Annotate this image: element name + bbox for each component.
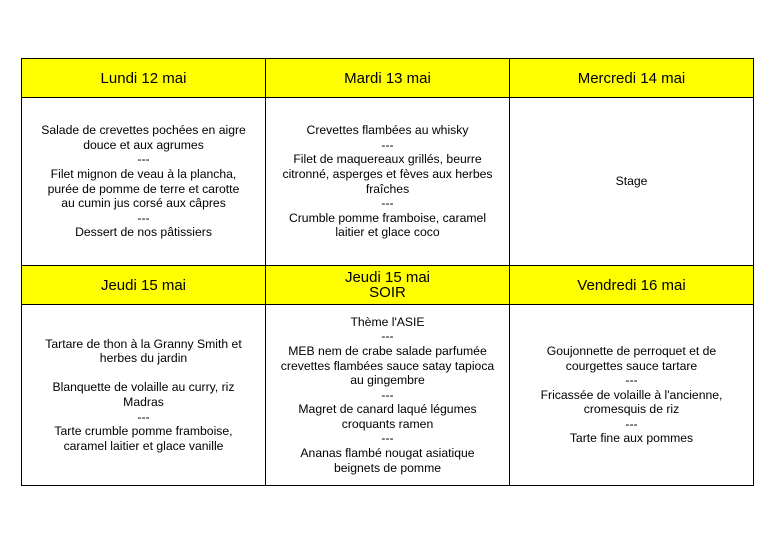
menu-line: beignets de pomme — [333, 460, 442, 475]
menu-line: au cumin jus corsé aux câpres — [61, 196, 226, 211]
menu-row-1 — [22, 98, 754, 266]
menu-line: Ananas flambé nougat asiatique — [300, 446, 475, 461]
menu-line: Goujonnette de perroquet et de — [546, 343, 717, 358]
menu-line: Jeudi 15 mai — [344, 269, 431, 286]
menu-line: laitier et glace coco — [335, 225, 440, 240]
menu-line: --- — [381, 431, 394, 446]
menu-line: courgettes sauce tartare — [565, 358, 698, 373]
weekly-menu-table — [21, 58, 754, 486]
day-header-label: Mercredi 14 mai — [577, 69, 686, 87]
menu-cell-lundi — [22, 98, 266, 266]
day-header-mardi — [266, 59, 510, 98]
blank-line — [28, 366, 259, 381]
menu-line: Salade de crevettes pochées en aigre — [41, 123, 246, 138]
menu-line: --- — [137, 152, 150, 167]
header-row-2 — [22, 266, 754, 305]
menu-line: Blanquette de volaille au curry, riz — [52, 380, 235, 395]
menu-line: douce et aux agrumes — [83, 137, 204, 152]
header-row-1 — [22, 59, 754, 98]
menu-line: cromesquis de riz — [583, 402, 680, 417]
menu-line: --- — [381, 137, 394, 152]
menu-line: Filet de maquereaux grillés, beurre — [293, 152, 482, 167]
day-header-jeudi-soir — [266, 266, 510, 305]
menu-cell-mercredi — [510, 98, 754, 266]
menu-line: Crumble pomme framboise, caramel — [288, 210, 487, 225]
menu-line: herbes du jardin — [99, 351, 188, 366]
menu-line: Madras — [123, 395, 164, 409]
menu-line: --- — [381, 387, 394, 402]
menu-line: Tartare de thon à la Granny Smith et — [45, 336, 242, 351]
menu-line: Jeudi 15 mai — [100, 276, 187, 294]
menu-line: --- — [381, 196, 394, 211]
menu-line: Dessert de nos pâtissiers — [75, 225, 212, 240]
menu-line: purée de pomme de terre et carotte — [47, 181, 240, 196]
menu-cell-vendredi — [510, 305, 754, 486]
menu-line: Magret de canard laqué légumes — [298, 402, 477, 417]
menu-line: Thème l'ASIE — [350, 314, 425, 329]
menu-line: au gingembre — [350, 373, 425, 388]
day-header-mercredi — [510, 59, 754, 98]
menu-line: Stage — [615, 174, 648, 189]
menu-line: Tarte fine aux pommes — [569, 431, 694, 446]
menu-line: --- — [381, 329, 394, 344]
day-header-jeudi — [22, 266, 266, 305]
menu-line: --- — [137, 210, 150, 225]
day-header-label: Mardi 13 mai — [344, 69, 431, 87]
menu-line: Fricassée de volaille à l'ancienne, — [540, 387, 723, 402]
menu-line: --- — [625, 373, 638, 388]
menu-line: crevettes flambées sauce satay tapioca — [280, 358, 495, 373]
menu-line: croquants ramen — [341, 416, 434, 431]
menu-cell-mardi — [266, 98, 510, 266]
menu-line: SOIR — [369, 284, 406, 301]
menu-line: MEB nem de crabe salade parfumée — [288, 343, 487, 358]
menu-cell-jeudi — [22, 305, 266, 486]
menu-line: Filet mignon de veau à la plancha, — [50, 166, 237, 181]
menu-line: --- — [625, 416, 638, 431]
menu-line: fraîches — [365, 181, 410, 196]
menu-row-2 — [22, 305, 754, 486]
menu-line: Tarte crumble pomme framboise, — [54, 424, 233, 439]
day-header-vendredi — [510, 266, 754, 305]
menu-cell-jeudi-soir — [266, 305, 510, 486]
day-header-lundi — [22, 59, 266, 98]
menu-line: Vendredi 16 mai — [577, 276, 686, 294]
day-header-label: Lundi 12 mai — [100, 69, 187, 87]
menu-line: --- — [137, 409, 150, 424]
menu-line: caramel laitier et glace vanille — [63, 438, 224, 453]
menu-line: citronné, asperges et fèves aux herbes — [282, 166, 493, 181]
menu-line: Crevettes flambées au whisky — [306, 123, 469, 138]
